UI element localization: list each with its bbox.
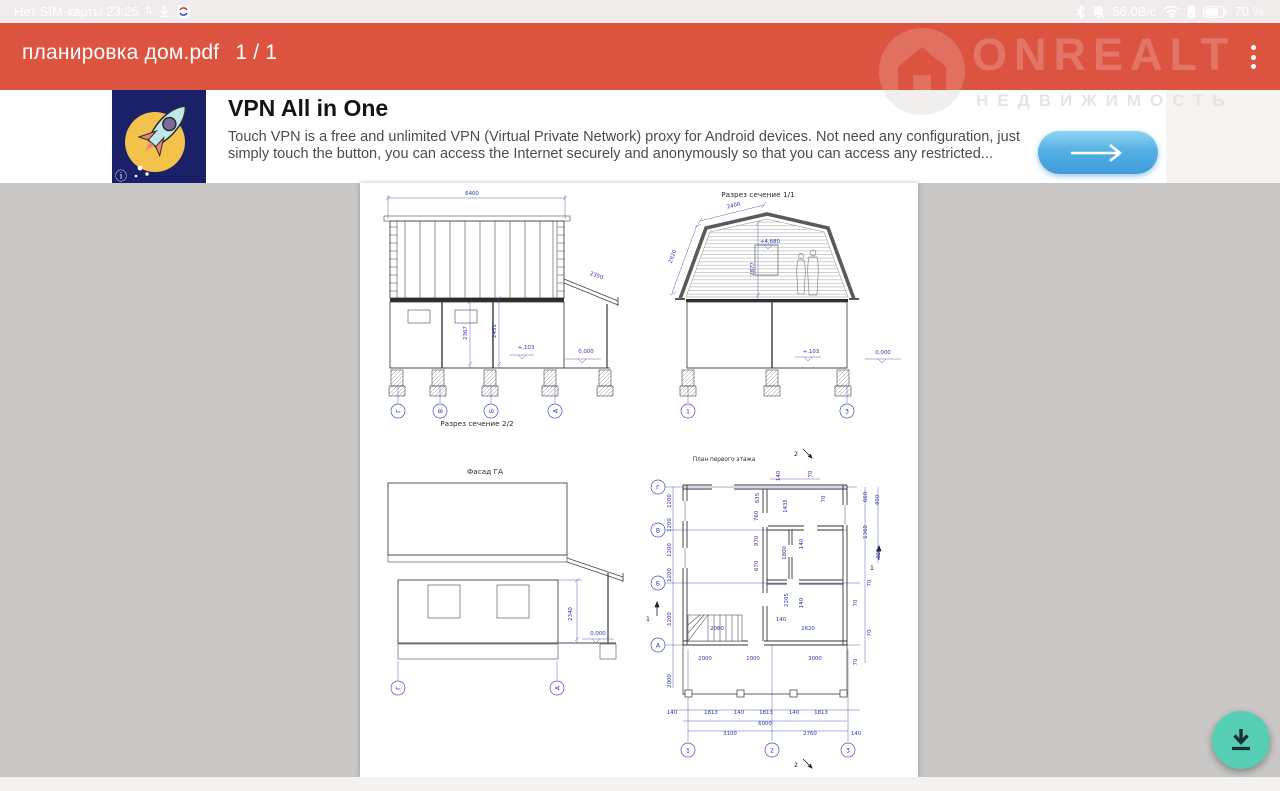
bluetooth-icon bbox=[1076, 5, 1085, 19]
svg-text:+,103: +,103 bbox=[517, 345, 535, 351]
battery-icon bbox=[1203, 6, 1227, 18]
svg-text:Б: Б bbox=[488, 408, 496, 414]
svg-text:Г: Г bbox=[395, 409, 403, 413]
svg-text:140: 140 bbox=[775, 617, 787, 623]
kebab-dot bbox=[1251, 64, 1256, 69]
download-icon bbox=[1229, 727, 1253, 753]
svg-text:1200: 1200 bbox=[667, 612, 673, 626]
svg-text:2: 2 bbox=[793, 450, 799, 458]
svg-text:А: А bbox=[552, 408, 560, 414]
svg-text:6400: 6400 bbox=[465, 191, 479, 197]
drawing-section-2-2 bbox=[384, 191, 618, 428]
ad-cta-arrow-button[interactable] bbox=[1038, 131, 1158, 174]
svg-text:760: 760 bbox=[754, 510, 760, 522]
svg-text:140: 140 bbox=[733, 710, 745, 716]
svg-text:+,103: +,103 bbox=[802, 349, 820, 355]
ad-app-icon[interactable] bbox=[112, 90, 206, 183]
svg-text:+4,680: +4,680 bbox=[760, 239, 780, 245]
watermark-subtitle-text: НЕДВИЖИМОСТЬ bbox=[976, 91, 1234, 110]
svg-text:2340: 2340 bbox=[568, 607, 574, 621]
svg-text:Фасад ГА: Фасад ГА bbox=[466, 467, 504, 476]
grid-bubbles-section-1-1 bbox=[681, 404, 854, 418]
svg-text:1200: 1200 bbox=[667, 568, 673, 582]
watermark-house-icon bbox=[878, 27, 966, 91]
ad-info-icon[interactable]: ⓘ bbox=[115, 169, 128, 183]
svg-text:2: 2 bbox=[770, 747, 774, 755]
svg-text:3000: 3000 bbox=[808, 656, 822, 662]
status-bar bbox=[0, 0, 1280, 23]
svg-text:400: 400 bbox=[875, 494, 881, 506]
right-arrow-icon bbox=[1067, 142, 1129, 164]
kebab-dot bbox=[1251, 45, 1256, 50]
svg-text:670: 670 bbox=[754, 560, 760, 572]
svg-text:660: 660 bbox=[863, 491, 869, 503]
svg-text:140: 140 bbox=[799, 597, 805, 609]
pdf-viewer-canvas[interactable] bbox=[0, 183, 1280, 777]
architectural-drawings bbox=[360, 183, 918, 777]
svg-text:0,000: 0,000 bbox=[590, 631, 606, 637]
ad-description-line2: simply touch the button, you can access the Internet securely and anonymously so that you can access any restricted... bbox=[228, 146, 993, 162]
svg-text:3: 3 bbox=[846, 747, 850, 755]
app-header bbox=[0, 23, 1280, 91]
svg-text:3100: 3100 bbox=[723, 731, 737, 737]
svg-text:70: 70 bbox=[821, 495, 827, 503]
svg-text:2205: 2205 bbox=[784, 593, 790, 607]
svg-text:План первого этажа: План первого этажа bbox=[692, 457, 756, 463]
document-title-text: планировка дом.pdf bbox=[22, 41, 220, 64]
svg-text:1813: 1813 bbox=[759, 710, 773, 716]
svg-text:635: 635 bbox=[755, 492, 761, 504]
svg-text:А: А bbox=[554, 685, 562, 691]
drawing-floor-plan bbox=[646, 449, 882, 769]
svg-text:1: 1 bbox=[645, 615, 651, 623]
svg-text:2350: 2350 bbox=[588, 270, 604, 282]
svg-text:Г: Г bbox=[656, 484, 660, 492]
svg-text:970: 970 bbox=[754, 535, 760, 547]
svg-text:70: 70 bbox=[853, 599, 859, 607]
download-status-icon bbox=[159, 6, 170, 18]
svg-text:Разрез сечение 2/2: Разрез сечение 2/2 bbox=[440, 419, 514, 428]
svg-text:1800: 1800 bbox=[782, 546, 788, 560]
wifi-icon bbox=[1163, 5, 1180, 18]
svg-text:Б: Б bbox=[655, 580, 661, 588]
svg-text:2920: 2920 bbox=[667, 249, 679, 265]
document-title bbox=[22, 41, 277, 65]
grid-bubbles-section-2-2 bbox=[391, 404, 562, 418]
sim-status-icon bbox=[1187, 5, 1196, 19]
svg-text:70: 70 bbox=[853, 658, 859, 666]
svg-text:0,000: 0,000 bbox=[578, 349, 594, 355]
svg-text:70: 70 bbox=[867, 579, 873, 587]
svg-text:1435: 1435 bbox=[783, 499, 789, 513]
svg-text:2000: 2000 bbox=[698, 656, 712, 662]
drawing-facade-ga bbox=[388, 467, 623, 695]
svg-text:140: 140 bbox=[776, 470, 782, 482]
ad-title: VPN All in One bbox=[228, 95, 389, 121]
svg-text:2451: 2451 bbox=[492, 324, 498, 338]
download-fab-button[interactable] bbox=[1212, 711, 1270, 769]
svg-text:2: 2 bbox=[793, 761, 799, 769]
ad-description-line1: Touch VPN is a free and unlimited VPN (Virtual Private Network) proxy for Android devices. Not need any configuration, just bbox=[228, 129, 1020, 145]
svg-text:1360: 1360 bbox=[863, 525, 869, 539]
dimensions-facade bbox=[568, 607, 606, 637]
battery-percent-text: 70 % bbox=[1234, 4, 1264, 19]
network-speed-text: 56.0В/с bbox=[1112, 4, 1157, 19]
svg-text:1813: 1813 bbox=[704, 710, 718, 716]
svg-text:2877: 2877 bbox=[750, 262, 756, 276]
svg-text:1: 1 bbox=[686, 408, 690, 416]
svg-text:А: А bbox=[655, 642, 661, 650]
svg-text:1200: 1200 bbox=[667, 494, 673, 508]
sync-arrows-icon: ⇅ bbox=[144, 6, 154, 17]
watermark-brand-text: ONREALT bbox=[972, 29, 1236, 80]
overflow-menu-button[interactable] bbox=[1244, 43, 1262, 71]
notification-badge-icon bbox=[176, 4, 191, 19]
svg-text:2000: 2000 bbox=[667, 674, 673, 688]
svg-text:2400: 2400 bbox=[726, 201, 742, 211]
svg-text:0,000: 0,000 bbox=[875, 350, 891, 356]
svg-text:1813: 1813 bbox=[814, 710, 828, 716]
svg-text:Г: Г bbox=[395, 686, 403, 690]
pdf-page[interactable] bbox=[360, 183, 918, 777]
dimensions-section-2-2 bbox=[463, 191, 604, 355]
svg-text:2760: 2760 bbox=[803, 731, 817, 737]
muted-bell-icon bbox=[1092, 5, 1105, 19]
page-indicator: 1 / 1 bbox=[235, 41, 278, 64]
svg-text:3: 3 bbox=[845, 408, 849, 416]
svg-text:1000: 1000 bbox=[746, 656, 760, 662]
svg-text:2620: 2620 bbox=[801, 626, 815, 632]
svg-text:6000: 6000 bbox=[758, 721, 772, 727]
svg-text:140: 140 bbox=[850, 731, 862, 737]
svg-text:70: 70 bbox=[808, 470, 814, 478]
svg-text:400: 400 bbox=[876, 548, 882, 560]
kebab-dot bbox=[1251, 55, 1256, 60]
svg-text:1: 1 bbox=[686, 747, 690, 755]
svg-text:Разрез сечение 1/1: Разрез сечение 1/1 bbox=[721, 190, 795, 199]
ad-banner[interactable] bbox=[0, 90, 1280, 184]
svg-text:1200: 1200 bbox=[667, 518, 673, 532]
svg-text:2367: 2367 bbox=[463, 326, 469, 340]
svg-text:2060: 2060 bbox=[710, 626, 724, 632]
svg-text:70: 70 bbox=[867, 629, 873, 637]
svg-text:В: В bbox=[437, 408, 445, 414]
svg-text:140: 140 bbox=[799, 538, 805, 550]
carrier-time-text: Нет SIM-карты 23:25 bbox=[14, 4, 139, 19]
drawing-section-1-1 bbox=[668, 190, 901, 418]
grid-bubbles-facade bbox=[391, 681, 564, 695]
svg-text:140: 140 bbox=[666, 710, 678, 716]
svg-text:В: В bbox=[655, 527, 661, 535]
bottom-strip bbox=[0, 777, 1280, 791]
svg-text:1200: 1200 bbox=[667, 543, 673, 557]
svg-text:140: 140 bbox=[788, 710, 800, 716]
svg-text:1: 1 bbox=[869, 564, 875, 572]
